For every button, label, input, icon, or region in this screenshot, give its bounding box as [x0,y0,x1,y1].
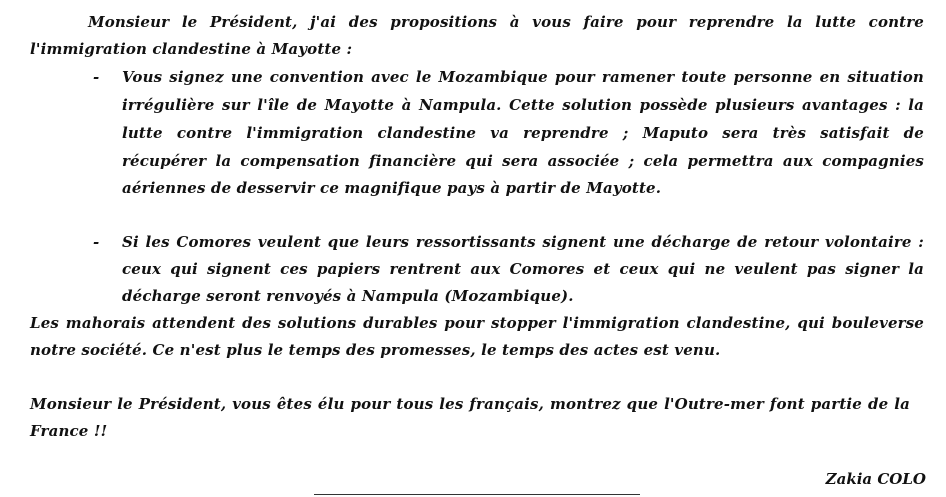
bullet-1-line-1: Vous signez une convention avec le Mozambique pour ramener toute personne en situation [122,68,924,86]
paragraph-2-line-2: notre société. Ce n'est plus le temps des promesses, le temps des actes est venu. [30,341,721,359]
bullet-1-line-2: irrégulière sur l'île de Mayotte à Nampula. Cette solution possède plusieurs avantages : la [122,96,924,114]
intro-line-2: l'immigration clandestine à Mayotte : [30,40,353,58]
bullet-2-line-1: Si les Comores veulent que leurs ressortissants signent une décharge de retour volontaire : [122,233,924,251]
paragraph-3-line-2: France !! [30,422,108,440]
bullet-1-line-3: lutte contre l'immigration clandestine va reprendre ; Maputo sera très satisfait de [122,124,924,142]
bullet-dash-1: - [93,68,100,86]
bullet-2-line-3: décharge seront renvoyés à Nampula (Mozambique). [122,287,574,305]
bullet-1-line-4: récupérer la compensation financière qui sera associée ; cela permettra aux compagnies [122,152,924,170]
bullet-dash-2: - [93,233,100,251]
bullet-1-line-5: aériennes de desservir ce magnifique pays à partir de Mayotte. [122,179,662,197]
signature: Zakia COLO [825,470,926,488]
paragraph-2-line-1: Les mahorais attendent des solutions durables pour stopper l'immigration clandestine, qui bouleverse [30,314,924,332]
footer-rule [314,494,640,495]
paragraph-3-line-1: Monsieur le Président, vous êtes élu pour tous les français, montrez que l'Outre-mer font partie de la [30,395,910,413]
bullet-2-line-2: ceux qui signent ces papiers rentrent aux Comores et ceux qui ne veulent pas signer la [122,260,924,278]
intro-line-1: Monsieur le Président, j'ai des propositions à vous faire pour reprendre la lutte contre [88,13,924,31]
